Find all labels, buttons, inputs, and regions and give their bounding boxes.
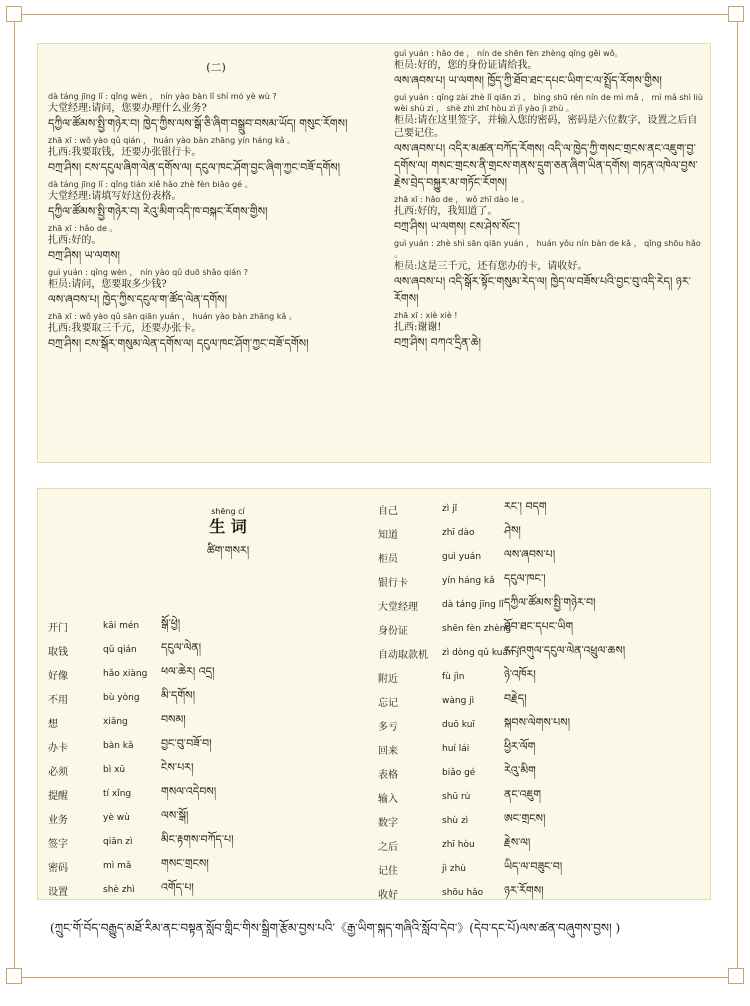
vocab-chinese: 自动取款机 (378, 649, 428, 661)
dialogue-chinese: 扎西:我要取三千元，还要办张卡。 (48, 322, 202, 334)
vocab-pinyin: bàn kǎ (103, 741, 134, 751)
vocab-list-left (48, 614, 234, 902)
vocab-row (378, 737, 625, 761)
vocab-heading-chinese: 生 词 (209, 517, 247, 536)
vocab-row (378, 761, 625, 785)
vocab-chinese: 数字 (378, 817, 398, 829)
vocab-pinyin: tí xǐng (103, 789, 132, 799)
vocab-tibetan: ཉར་རོགས། (504, 883, 544, 897)
vocab-row (378, 521, 625, 545)
vocab-pinyin: dà táng jīng lǐ (442, 600, 504, 610)
vocab-pinyin: kāi mén (103, 621, 140, 631)
vocab-chinese: 银行卡 (378, 577, 408, 589)
dialogue-pinyin: guì yuán : qǐng zài zhè lǐ qiān zì ， bìng shū rén nín de mì mǎ ， mì mǎ shì liù wèi shù zì ， shè zhì zhī hòu zì jǐ yào jì zhù 。 (394, 93, 703, 113)
dialogue-line (48, 179, 384, 220)
vocabulary-panel (37, 488, 711, 900)
vocab-pinyin: yín háng kǎ (442, 576, 495, 586)
dialogue-line (394, 238, 706, 307)
vocab-pinyin: zì dòng qǔ kuǎn jī (442, 648, 522, 658)
vocab-row (378, 833, 625, 857)
vocab-pinyin: shū rù (442, 792, 471, 802)
dialogue-line (394, 194, 706, 235)
vocab-chinese: 多亏 (378, 721, 398, 733)
dialogue-line (48, 135, 384, 176)
vocab-row (378, 665, 625, 689)
vocab-chinese: 表格 (378, 769, 398, 781)
vocab-tibetan: བྱང་བུ་བཟོ་བ། (161, 736, 212, 750)
dialogue-pinyin: zhā xī : wǒ yào qǔ qián ， huán yào bàn zhāng yín háng kǎ 。 (48, 135, 296, 145)
vocab-heading-pinyin: shēng cí (211, 507, 245, 516)
dialogue-pinyin: guì yuán : zhè shì sān qiān yuán ， huán yǒu nín bàn de kǎ ， qǐng shōu hǎo 。 (394, 239, 701, 259)
vocab-row (378, 857, 625, 881)
vocab-chinese: 提醒 (48, 790, 68, 802)
vocab-tibetan: རེའུ་མིག (504, 763, 536, 777)
vocab-tibetan: ལས་ཞབས་པ། (504, 547, 556, 561)
vocab-tibetan: ཐོབ་ཐང་དཔང་ཡིག (504, 619, 574, 633)
vocab-pinyin: zì jǐ (442, 504, 458, 514)
vocab-chinese: 自己 (378, 505, 398, 517)
vocab-chinese: 柜员 (378, 553, 398, 565)
vocab-chinese: 好像 (48, 670, 68, 682)
vocab-tibetan: རང་། བདག (504, 499, 547, 513)
dialogue-chinese: 扎西:谢谢! (394, 322, 442, 333)
vocab-pinyin: zhī hòu (442, 840, 475, 850)
corner-ornament (728, 968, 744, 984)
vocab-pinyin: shēn fèn zhèng (442, 624, 512, 634)
vocab-pinyin: bì xū (103, 765, 126, 775)
vocab-pinyin: jì zhù (442, 864, 466, 874)
vocab-chinese: 记住 (378, 865, 398, 877)
vocab-tibetan: སྐབས་ལེགས་པས། (504, 715, 571, 729)
vocab-row (378, 785, 625, 809)
vocab-tibetan: བསམ། (161, 712, 186, 726)
vocab-tibetan: ངེས་པར། (161, 760, 194, 774)
section-title: (二) (206, 61, 226, 74)
vocab-chinese: 想 (48, 718, 58, 730)
vocab-row (48, 878, 234, 902)
vocab-tibetan: དངུལ་ཁང་། (504, 571, 546, 585)
corner-ornament (728, 6, 744, 22)
vocab-pinyin: hǎo xiàng (103, 669, 148, 679)
vocab-chinese: 大堂经理 (378, 601, 418, 613)
vocab-pinyin: duō kuī (442, 720, 475, 730)
dialogue-column-right (394, 48, 706, 354)
vocab-tibetan: མིང་རྟགས་བཀོད་པ། (161, 832, 234, 846)
source-footnote: (ཀྲུང་གོ་བོད་བརྒྱུད་མཐོ་རིམ་ནང་བསྟན་སློབ་གླིང་གིས་སྒྲིག་རྩོམ་བྱས་པའི་《རྒྱ་ཡིག་སྐད་གཞིའི་སློབ་དེབ་》(དེབ་དང་པོ)ལས་ཚན་བཞུགས་བྱས། ) (50, 921, 621, 935)
vocab-tibetan: ཉེ་འཁོར། (504, 667, 536, 681)
dialogue-tibetan: བཀྲ་ཤིས། ངས་སྒོར་གསུམ་ལེན་དགོས་ལ། དངུལ་ཁང་ཤོག་ཀྱང་བཟོ་དགོས། (48, 336, 309, 350)
vocab-heading-tibetan: ཚིག་གསར། (206, 544, 250, 557)
vocab-chinese: 开门 (48, 622, 68, 634)
vocab-row (378, 593, 625, 617)
vocab-row (378, 641, 625, 665)
vocab-pinyin: zhī dào (442, 528, 475, 538)
dialogue-chinese: 扎西:好的，我知道了。 (394, 206, 498, 217)
vocab-row (48, 614, 234, 638)
vocab-pinyin: wàng jì (442, 696, 475, 706)
dialogue-tibetan: ལས་ཞབས་པ། ཡ་ལགས། ཁྱོད་ཀྱི་ཐོབ་ཐང་དཔང་ཡིག་ང་ལ་སྤྲོད་རོགས་གྱིས། (394, 74, 662, 87)
dialogue-chinese: 柜员:好的，您的身份证请给我。 (394, 60, 538, 71)
vocab-chinese: 业务 (48, 814, 68, 826)
dialogue-pinyin: dà táng jīng lǐ : qǐng wèn ， nín yào bàn lǐ shí mó yè wù ? (48, 91, 277, 101)
vocab-tibetan: སྒོ་ཕྱེ། (161, 616, 181, 630)
vocab-tibetan: གསལ་འདེབས། (161, 784, 217, 798)
vocab-chinese: 之后 (378, 841, 398, 853)
vocab-chinese: 收好 (378, 889, 398, 901)
dialogue-line (48, 223, 384, 264)
vocab-pinyin: yè wù (103, 813, 130, 823)
vocab-tibetan: རྗེས་ལ། (504, 835, 531, 849)
vocab-tibetan: དངུལ་ལེན། (161, 640, 202, 654)
dialogue-line (394, 92, 706, 191)
dialogue-line (48, 267, 384, 308)
vocab-row (378, 881, 625, 905)
vocab-list-right (378, 497, 625, 905)
vocab-pinyin: bù yòng (103, 693, 140, 703)
vocab-tibetan: ཕལ་ཆེར། འདྲ། (161, 664, 215, 678)
dialogue-tibetan: ལས་ཞབས་པ། འདི་སྒོར་སྟོང་གསུམ་རེད་ལ། ཁྱེད་ལ་བཟོས་པའི་བྱང་བུ་འདི་རེད། ཉར་རོགས། (394, 275, 691, 305)
vocab-chinese: 不用 (48, 694, 68, 706)
vocab-tibetan: མི་དགོས། (161, 688, 196, 702)
vocab-chinese: 必须 (48, 766, 68, 778)
vocab-row (48, 782, 234, 806)
vocab-chinese: 设置 (48, 886, 68, 898)
vocab-row (48, 854, 234, 878)
dialogue-chinese: 扎西:我要取钱，还要办张银行卡。 (48, 146, 202, 158)
dialogue-column-left (48, 48, 384, 355)
dialogue-pinyin: zhā xī : hǎo de 。 (48, 223, 118, 233)
vocab-tibetan: ཤེས། (504, 523, 521, 537)
vocab-chinese: 身份证 (378, 625, 408, 637)
vocab-tibetan: ཡིད་ལ་བཟུང་བ། (504, 859, 563, 873)
dialogue-chinese: 扎西:好的。 (48, 234, 102, 246)
corner-ornament (6, 968, 22, 984)
vocab-pinyin: shè zhì (103, 885, 135, 895)
vocab-chinese: 办卡 (48, 742, 68, 754)
vocab-chinese: 密码 (48, 862, 68, 874)
dialogue-tibetan: བཀྲ་ཤིས། ཡ་ལགས། ངས་ཤེས་སོང་། (394, 220, 521, 233)
dialogue-pinyin: zhā xī : xiè xiè ! (394, 311, 458, 320)
dialogue-tibetan: བཀྲ་ཤིས། ཡ་ལགས། (48, 248, 120, 262)
dialogue-chinese: 大堂经理:请填写好这份表格。 (48, 190, 182, 202)
vocab-row (378, 545, 625, 569)
dialogue-line (394, 48, 706, 89)
dialogue-tibetan: དཀྱིལ་ཚོམས་སྤྱི་གཉེར་བ། རེའུ་མིག་འདི་ཁ་བསྐང་རོགས་གྱིས། (48, 204, 268, 218)
vocab-pinyin: shōu hǎo (442, 888, 484, 898)
vocab-row (378, 713, 625, 737)
dialogue-pinyin: guì yuán : qǐng wèn ， nín yào qǔ duō shǎo qián ? (48, 267, 248, 277)
dialogue-line (48, 311, 384, 352)
vocab-chinese: 知道 (378, 529, 398, 541)
dialogue-pinyin: dà táng jīng lǐ : qǐng tián xiě hǎo zhè fèn biǎo gé 。 (48, 179, 253, 189)
vocab-row (378, 689, 625, 713)
vocab-pinyin: fù jìn (442, 672, 465, 682)
vocab-row (378, 809, 625, 833)
vocab-chinese: 取钱 (48, 646, 68, 658)
vocab-tibetan: བརྗེད། (504, 691, 527, 705)
dialogue-tibetan: བཀྲ་ཤིས། ངས་དངུལ་ཞིག་ལེན་དགོས་ལ། དངུལ་ཁང་ཤོག་བྱང་ཞིག་ཀྱང་བཟོ་དགོས། (48, 160, 341, 174)
vocab-pinyin: mì mǎ (103, 861, 132, 871)
vocab-tibetan: རང་འགུལ་དངུལ་ལེན་འཕྲུལ་ཆས། (504, 643, 626, 657)
dialogue-chinese: 柜员:请在这里签字，并输入您的密码，密码是六位数字，设置之后自己要记住。 (394, 115, 698, 139)
vocab-row (378, 497, 625, 521)
vocab-tibetan: འགོད་པ། (161, 880, 194, 894)
vocab-tibetan: ལས་སྒོ། (161, 808, 189, 822)
vocab-pinyin: biǎo gé (442, 768, 476, 778)
dialogue-chinese: 柜员:请问，您要取多少钱? (48, 278, 167, 290)
dialogue-tibetan: ལས་ཞབས་པ། འདིར་མཚན་བཀོད་རོགས། འདི་ལ་ཁྱེད་ཀྱི་གསང་གྲངས་ནང་འཇུག་བྱ་དགོས་ལ། གསང་གྲངས་ནི་གྲངས་གནས་དྲུག་ཅན་ཞིག་ཡིན་དགོས། གཏན་འཁེལ་བྱས་རྗེས་བྲེད་བསྐྱུར་མ་གཏོང་རོགས། (394, 142, 698, 189)
vocab-pinyin: qiān zì (103, 837, 133, 847)
vocab-chinese: 输入 (378, 793, 398, 805)
vocab-tibetan: དཀྱིལ་ཚོམས་སྤྱི་གཉེར་བ། (504, 595, 596, 609)
vocabulary-heading (178, 507, 278, 569)
vocab-row (48, 734, 234, 758)
vocab-chinese: 忘记 (378, 697, 398, 709)
dialogue-line (394, 310, 706, 351)
dialogue-pinyin: zhā xī : hǎo de ， wǒ zhī dào le 。 (394, 195, 530, 204)
vocab-pinyin: qǔ qián (103, 645, 137, 655)
vocab-chinese: 签字 (48, 838, 68, 850)
dialogue-tibetan: བཀྲ་ཤིས། བཀའ་དྲིན་ཆེ། (394, 336, 481, 349)
dialogue-line (48, 91, 384, 132)
vocab-pinyin: huí lái (442, 744, 470, 754)
dialogue-tibetan: ལས་ཞབས་པ། ཁྱེད་ཀྱིས་དངུལ་ག་ཚོད་ལེན་དགོས། (48, 292, 227, 306)
dialogue-tibetan: དཀྱིལ་ཚོམས་སྤྱི་གཉེར་བ། ཁྱེད་ཀྱིས་ལས་སྒོ་ཅི་ཞིག་བསྒྲུབ་བསམ་ཡོད། གསུང་རོགས། (48, 116, 348, 130)
vocab-row (48, 662, 234, 686)
vocab-pinyin: guì yuán (442, 552, 482, 562)
vocab-tibetan: ནང་འཇུག (504, 787, 542, 801)
dialogue-pinyin: guì yuán : hǎo de ， nín de shēn fèn zhèng qǐng gěi wǒ。 (394, 49, 623, 58)
vocab-tibetan: ཨང་གྲངས། (504, 811, 546, 825)
vocab-pinyin: shù zì (442, 816, 469, 826)
dialogue-chinese: 大堂经理:请问，您要办理什么业务? (48, 102, 207, 114)
vocab-pinyin: xiǎng (103, 717, 128, 727)
dialogue-pinyin: zhā xī : wǒ yào qǔ sān qiān yuán ， huán yào bàn zhāng kǎ 。 (48, 311, 297, 321)
vocab-tibetan: ཕྱིར་ལོག (504, 739, 536, 753)
vocab-chinese: 附近 (378, 673, 398, 685)
dialogue-panel (37, 43, 711, 463)
vocab-chinese: 回来 (378, 745, 398, 757)
dialogue-chinese: 柜员:这是三千元，还有您办的卡，请收好。 (394, 261, 588, 272)
vocab-row (48, 686, 234, 710)
vocab-tibetan: གསང་གྲངས། (161, 856, 209, 870)
corner-ornament (6, 6, 22, 22)
